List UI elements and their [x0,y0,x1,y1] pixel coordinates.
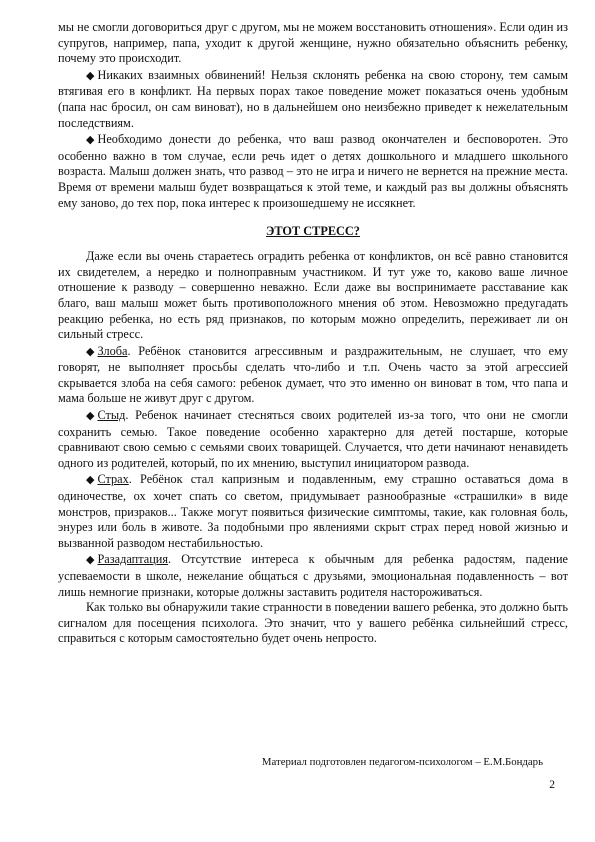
paragraph-continuation: мы не смогли договориться друг с другом, мы не можем восстановить отношения». Если один из супругов, например, папа, уходит к другой женщине, нужно обязательно объяснить ребенку, почему это происходит. [58,20,568,66]
sign-text: . Ребёнок становится агрессивным и раздражительным, не слушает, что ему говорят, не выполняет просьбы сделать что-либо и т.п. Очень часто за этой агрессией скрывается злоба на себя самого: ребенок думает, что это именно он виноват в том, что папа и мама больше не живут друг с другом. [58,343,568,406]
page-number: 2 [549,779,555,791]
author-credit: Материал подготовлен педагогом-психологом – Е.М.Бондарь [261,756,543,768]
closing-paragraph: Как только вы обнаружили такие странности в поведении вашего ребенка, это должно быть сигналом для посещения психолога. Это значит, что у вашего ребёнка сильнейший стресс, справиться с которым самостоятельно будет очень непросто. [58,600,568,646]
bullet-text: Никаких взаимных обвинений! Нельзя склонять ребенка на свою сторону, тем самым втягивая его в конфликт. На первых порах такое поведение может показаться очень удобным (папа нас бросил, он сам виноват), но в дальнейшем оно неизбежно приведет к нежелательным последствиям. [58,67,568,130]
sign-paragraph-disadaptation [58,552,568,600]
sign-term: Страх [97,472,129,487]
diamond-bullet-icon: ◆ [86,474,95,487]
bullet-text: Необходимо донести до ребенка, что ваш развод окончателен и бесповоротен. Это особенно важно в том случае, если речь идет о детях дошкольного и младшего школьного возраста. Малыш должен знать, что развод – это не игра и ничего не вернется на прежние места. Время от времени малыш будет возвращаться к этой теме, и каждый раз вы должны объяснять ему заново, до тех пор, пока интерес к произошедшему не иссякнет. [58,132,568,210]
sign-paragraph-shame [58,408,568,471]
diamond-bullet-icon: ◆ [86,410,95,423]
section-heading: ЭТОТ СТРЕСС? [266,224,360,239]
sign-text: . Отсутствие интереса к обычным для ребенка радостям, падение успеваемости в школе, нежелание общаться с друзьями, эмоциональная подавленность – вот лишь немногие признаки, которые должны заставить родителя настороживаться. [58,552,568,599]
sign-term: Разадаптация [97,552,169,567]
bullet-paragraph-1 [58,68,568,131]
sign-paragraph-anger [58,344,568,407]
bullet-paragraph-2 [58,132,568,211]
sign-term: Злоба [97,343,128,358]
diamond-bullet-icon: ◆ [86,134,95,147]
sign-text: . Ребёнок стал капризным и подавленным, ему страшно оставаться дома в одиночестве, ох хочет спать со светом, придумывает разнообразные «страшилки» в виде монстров, призраков... Также могут появиться физические симптомы, такие, как головная боль, энурез или боль в животе. За подобными про явлениями скрыт страх перед новой жизнью и вызванной разводом нестабильностью. [58,472,568,550]
diamond-bullet-icon: ◆ [86,345,95,358]
sign-paragraph-fear [58,472,568,551]
diamond-bullet-icon: ◆ [86,554,95,567]
document-body [58,20,568,768]
intro-paragraph: Даже если вы очень стараетесь оградить ребенка от конфликтов, он всё равно становится их свидетелем, а нередко и полноправным участником. И тут уже то, каково ваше личное отношение к разводу – совершенно неважно. Если даже вы воспринимаете расставание как благо, ваш малыш может быть противоположного мнения об этом. Невозможно предугадать реакцию ребенка, но есть ряд признаков, по которым можно определить, переживает ли он сильный стресс. [58,249,568,342]
sign-text: . Ребенок начинает стесняться своих родителей из-за того, что они не смогли сохранить семью. Такое поведение особенно характерно для детей постарше, которые сравнивают свою семью с семьями своих товарищей. Случается, что дети начинают ненавидеть одного из родителей, который, по их мнению, выступил инициатором развода. [58,408,568,470]
sign-term: Стыд [97,408,126,423]
diamond-bullet-icon: ◆ [86,69,95,82]
